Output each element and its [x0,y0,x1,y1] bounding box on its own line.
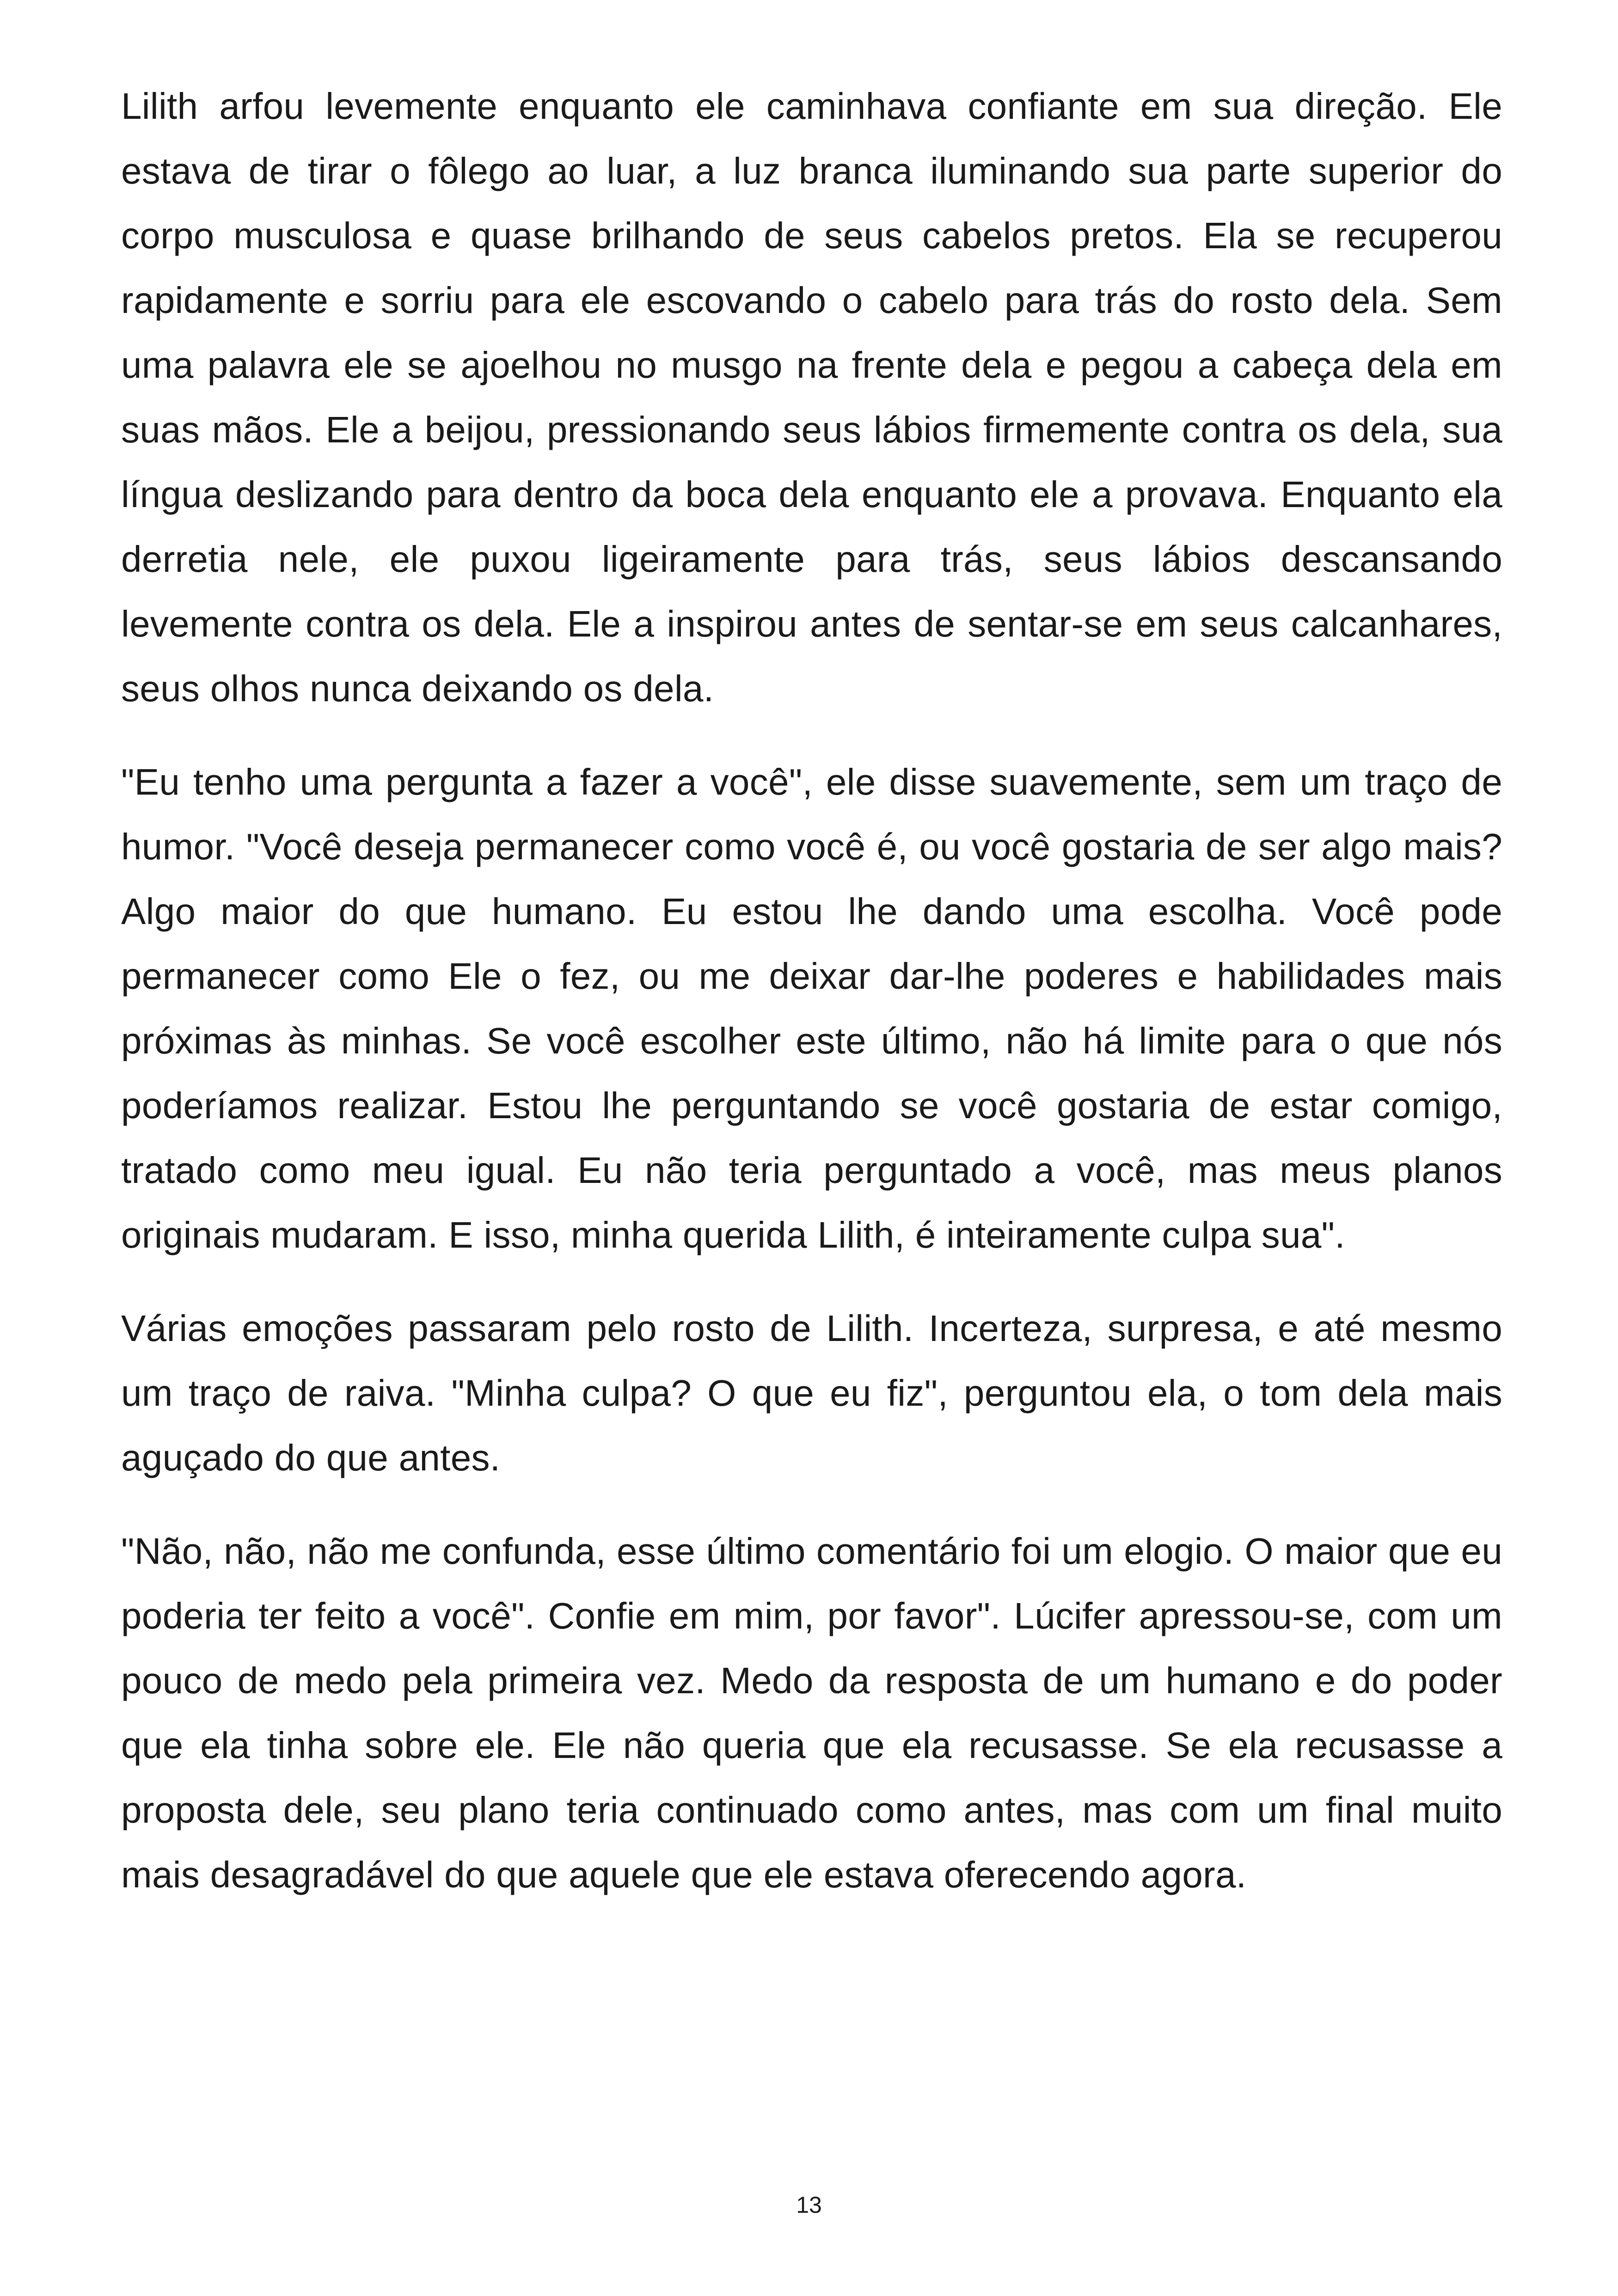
page-number: 13 [796,2192,822,2218]
paragraph-3: Várias emoções passaram pelo rosto de Lilith. Incerteza, surpresa, e até mesmo um traço de raiva. "Minha culpa? O que eu fiz", perguntou ela, o tom dela mais aguçado do que antes. [121,1308,1502,1478]
document-body [121,74,1502,1936]
paragraph-4: "Não, não, não me confunda, esse último comentário foi um elogio. O maior que eu poderia ter feito a você". Confie em mim, por favor". Lúcifer apressou-se, com um pouco de medo pela primeira vez. Medo da resposta de um humano e do poder que ela tinha sobre ele. Ele não queria que ela recusasse. Se ela recusasse a proposta dele, seu plano teria continuado como antes, mas com um final muito mais desagradável do que aquele que ele estava oferecendo agora. [121,1531,1502,1895]
paragraph-2: "Eu tenho uma pergunta a fazer a você", ele disse suavemente, sem um traço de humor. "Você deseja permanecer como você é, ou você gostaria de ser algo mais? Algo maior do que humano. Eu estou lhe dando uma escolha. Você pode permanecer como Ele o fez, ou me deixar dar-lhe poderes e habilidades mais próximas às minhas. Se você escolher este último, não há limite para o que nós poderíamos realizar. Estou lhe perguntando se você gostaria de estar comigo, tratado como meu igual. Eu não teria perguntado a você, mas meus planos originais mudaram. E isso, minha querida Lilith, é inteiramente culpa sua". [121,761,1502,1255]
paragraph-1: Lilith arfou levemente enquanto ele caminhava confiante em sua direção. Ele estava de tirar o fôlego ao luar, a luz branca iluminando sua parte superior do corpo musculosa e quase brilhando de seus cabelos pretos. Ela se recuperou rapidamente e sorriu para ele escovando o cabelo para trás do rosto dela. Sem uma palavra ele se ajoelhou no musgo na frente dela e pegou a cabeça dela em suas mãos. Ele a beijou, pressionando seus lábios firmemente contra os dela, sua língua deslizando para dentro da boca dela enquanto ele a provava. Enquanto ela derretia nele, ele puxou ligeiramente para trás, seus lábios descansando levemente contra os dela. Ele a inspirou antes de sentar-se em seus calcanhares, seus olhos nunca deixando os dela. [121,86,1502,709]
